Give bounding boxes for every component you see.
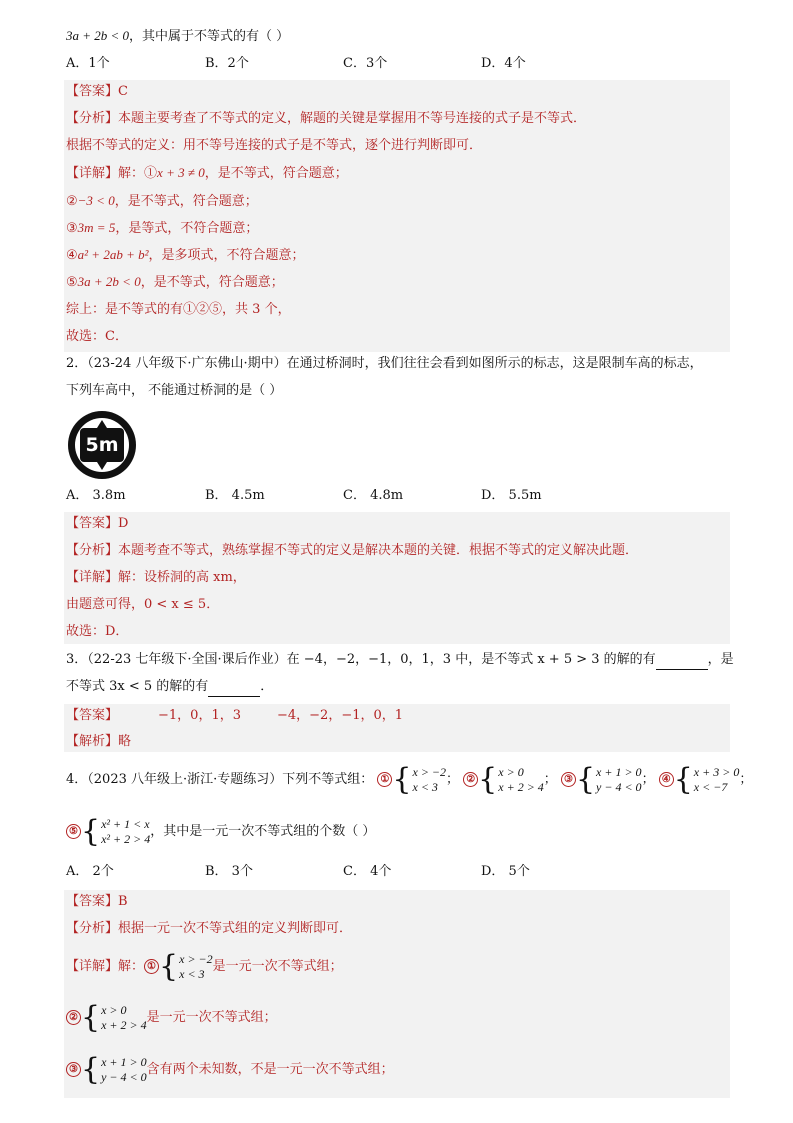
q2-stem-2: 下列车高中， 不能通过桥洞的是（ ）: [66, 383, 283, 398]
q1-analysis: 【分析】本题主要考查了不等式的定义，解题的关键是掌握用不等号连接的式子是不等式．: [66, 111, 587, 126]
system-2: ② {x > 0 x + 2 > 4: [463, 772, 544, 787]
q2-detail-2: 由题意可得，0 < x ≤ 5．: [66, 597, 220, 612]
option-d[interactable]: D． 5个: [481, 864, 530, 879]
q3-stem-2: 不等式 3x < 5 的解的有 ．: [66, 677, 273, 697]
q1-detail-4: ④a² + 2ab + b²，是多项式，不符合题意；: [66, 247, 305, 263]
option-a[interactable]: A． 2个: [66, 864, 114, 879]
q4-detail-1: 【详解】解： ① {x > −2 x < 3 是一元一次不等式组；: [66, 948, 343, 984]
q4-answer: 【答案】B: [66, 894, 128, 909]
q1-detail-2: ②−3 < 0，是不等式，符合题意；: [66, 193, 258, 209]
option-b[interactable]: B． 4.5m: [205, 488, 265, 503]
system-3: ③ {x + 1 > 0 y − 4 < 0: [561, 772, 642, 787]
q1-analysis-2: 根据不等式的定义：用不等号连接的式子是不等式，逐个进行判断即可．: [66, 138, 483, 153]
sign-label: 5m: [85, 434, 119, 456]
option-a[interactable]: A．1个: [66, 56, 110, 71]
blank-1[interactable]: [656, 655, 708, 670]
q2-choice: 故选：D．: [66, 624, 129, 639]
option-c[interactable]: C． 4个: [343, 864, 392, 879]
q1-detail-5: ⑤3a + 2b < 0，是不等式，符合题意；: [66, 274, 284, 290]
blank-2[interactable]: [208, 682, 260, 697]
q4-detail-3: ③ {x + 1 > 0 y − 4 < 0含有两个未知数，不是一元一次不等式组；: [66, 1050, 394, 1090]
q1-detail-1: 【详解】解：①x + 3 ≠ 0，是不等式，符合题意；: [66, 165, 348, 181]
q2-analysis: 【分析】本题考查不等式，熟练掌握不等式的定义是解决本题的关键．根据不等式的定义解决此题．: [66, 543, 639, 558]
q4-analysis: 【分析】根据一元一次不等式组的定义判断即可．: [66, 921, 353, 936]
q1-stem-tail: 3a + 2b < 0，其中属于不等式的有（ ）: [66, 28, 290, 44]
system-4: ④ {x + 3 > 0 x < −7: [659, 772, 740, 787]
q1-answer: 【答案】C: [66, 84, 128, 99]
q2-answer: 【答案】D: [66, 516, 129, 531]
option-c[interactable]: C． 4.8m: [343, 488, 404, 503]
height-limit-sign: [66, 409, 138, 481]
q3-jiexi: 【解析】略: [66, 734, 132, 749]
system-5: ⑤ {x² + 1 < x x² + 2 > 4: [66, 824, 150, 839]
q3-answer: 【答案】 −1，0，1，3 −4，−2，−1，0，1: [66, 708, 404, 723]
q3-stem-1: 3．（22-23 七年级下·全国·课后作业）在 −4，−2，−1，0，1，3 中，是不等式 x + 5 > 3 的解的有 ，是: [66, 650, 734, 670]
q1-choice: 故选：C．: [66, 329, 128, 344]
system-1: ① {x > −2 x < 3: [377, 772, 446, 787]
option-d[interactable]: D．4个: [481, 56, 526, 71]
q4-stem-2: ⑤ {x² + 1 < x x² + 2 > 4，其中是一元一次不等式组的个数（ ）: [66, 812, 375, 852]
q1-detail-3: ③3m = 5，是等式，不符合题意；: [66, 220, 259, 236]
q1-summary: 综上：是不等式的有①②⑤，共 3 个，: [66, 302, 291, 317]
option-d[interactable]: D． 5.5m: [481, 488, 542, 503]
option-b[interactable]: B．2个: [205, 56, 249, 71]
q4-detail-2: ② {x > 0 x + 2 > 4是一元一次不等式组；: [66, 998, 277, 1038]
q2-stem-1: 2．（23-24 八年级下·广东佛山·期中）在通过桥洞时，我们往往会看到如图所示的标志，这是限制车高的标志，: [66, 356, 703, 371]
option-b[interactable]: B． 3个: [205, 864, 253, 879]
option-a[interactable]: A． 3.8m: [66, 488, 126, 503]
q2-detail: 【详解】解：设桥洞的高 xm，: [66, 570, 246, 585]
q4-stem: 4．（2023 八年级上·浙江·专题练习）下列不等式组： ① {x > −2 x < 3 ； ② {x > 0 x + 2 > 4； ③ {x + 1 > 0 y − 4 < 0； ④ {x + 3 > 0 x < −7 ；: [66, 761, 753, 797]
option-c[interactable]: C．3个: [343, 56, 388, 71]
